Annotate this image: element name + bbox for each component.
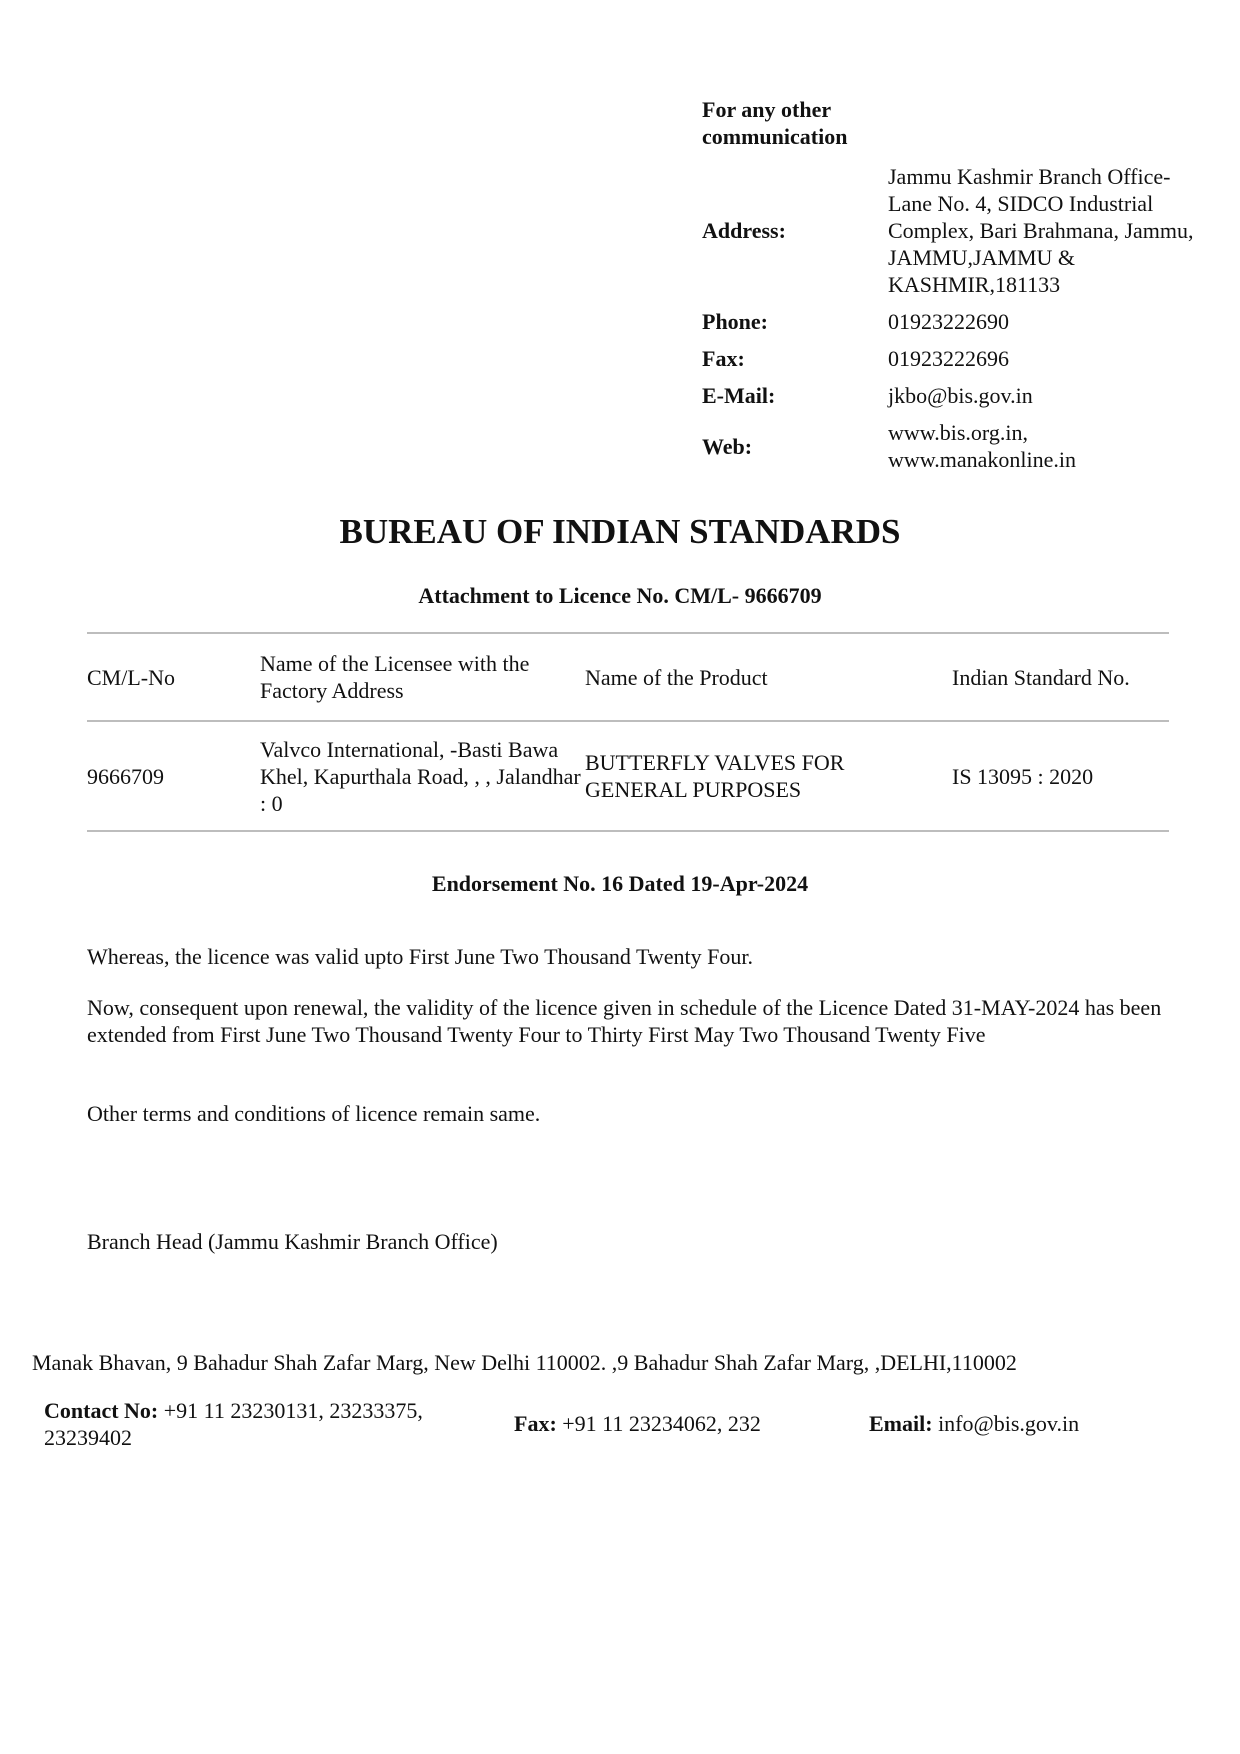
footer-fax-label: Fax: [514,1411,557,1436]
web-link-manakonline[interactable]: www.manakonline.in [888,447,1076,472]
footer-fax [514,1410,814,1437]
endorsement-title: Endorsement No. 16 Dated 19-Apr-2024 [431,871,809,896]
footer-contact-label: Contact No: [44,1398,159,1423]
licence-table [87,632,1169,832]
cell-product: BUTTERFLY VALVES FOR GENERAL PURPOSES [585,721,952,831]
cell-licensee: Valvco International, -Basti Bawa Khel, Kapurthala Road, , , Jalandhar : 0 [260,721,585,831]
phone-label: Phone: [702,309,768,334]
paragraph-renewal: Now, consequent upon renewal, the validity of the licence given in schedule of the Licence Dated 31-MAY-2024 has been extended from First June Two Thousand Twenty Four to Thirty First May Two Thousand Twenty Five [87,995,1162,1047]
footer-email [869,1410,1169,1437]
email-label: E-Mail: [702,383,776,408]
attachment-title: Attachment to Licence No. CM/L- 9666709 [418,583,822,608]
footer-contact-value: +91 11 23230131, 23233375, 23239402 [44,1398,423,1450]
web-value [888,419,1198,473]
address-label: Address: [702,218,786,243]
header-standard: Indian Standard No. [952,633,1169,721]
fax-label: Fax: [702,346,745,371]
cell-standard: IS 13095 : 2020 [952,721,1169,831]
address-row [702,163,1202,298]
paragraph-validity: Whereas, the licence was valid upto First June Two Thousand Twenty Four. [87,944,753,969]
footer-address: Manak Bhavan, 9 Bahadur Shah Zafar Marg, New Delhi 110002. ,9 Bahadur Shah Zafar Marg, ,DELHI,110002 [32,1350,1017,1375]
header-product: Name of the Product [585,633,952,721]
header-cml-no: CM/L-No [87,633,260,721]
footer-fax-value: +91 11 23234062, 232 [562,1411,761,1436]
phone-value: 01923222690 [888,309,1009,334]
web-link-bis[interactable]: www.bis.org.in, [888,420,1028,445]
footer-email-value[interactable]: info@bis.gov.in [938,1411,1080,1436]
phone-row [702,308,1202,335]
cell-cml-no: 9666709 [87,721,260,831]
address-value: Jammu Kashmir Branch Office- Lane No. 4, SIDCO Industrial Complex, Bari Brahmana, Jammu, JAMMU,JAMMU & KASHMIR,181133 [888,164,1194,297]
paragraph-terms: Other terms and conditions of licence remain same. [87,1101,541,1126]
fax-row [702,345,1202,372]
signatory: Branch Head (Jammu Kashmir Branch Office) [87,1229,498,1254]
table-row [87,721,1169,831]
fax-value: 01923222696 [888,346,1009,371]
email-row [702,382,1202,409]
footer-email-label: Email: [869,1411,933,1436]
table-header-row [87,633,1169,721]
communication-heading: For any other communication [702,97,848,149]
page-title: BUREAU OF INDIAN STANDARDS [339,512,901,551]
footer-contact-number [44,1397,474,1451]
web-label: Web: [702,433,753,459]
web-row [702,419,1202,473]
email-value[interactable]: jkbo@bis.gov.in [888,383,1033,408]
header-licensee: Name of the Licensee with the Factory Address [260,633,585,721]
communication-block [702,96,1202,483]
